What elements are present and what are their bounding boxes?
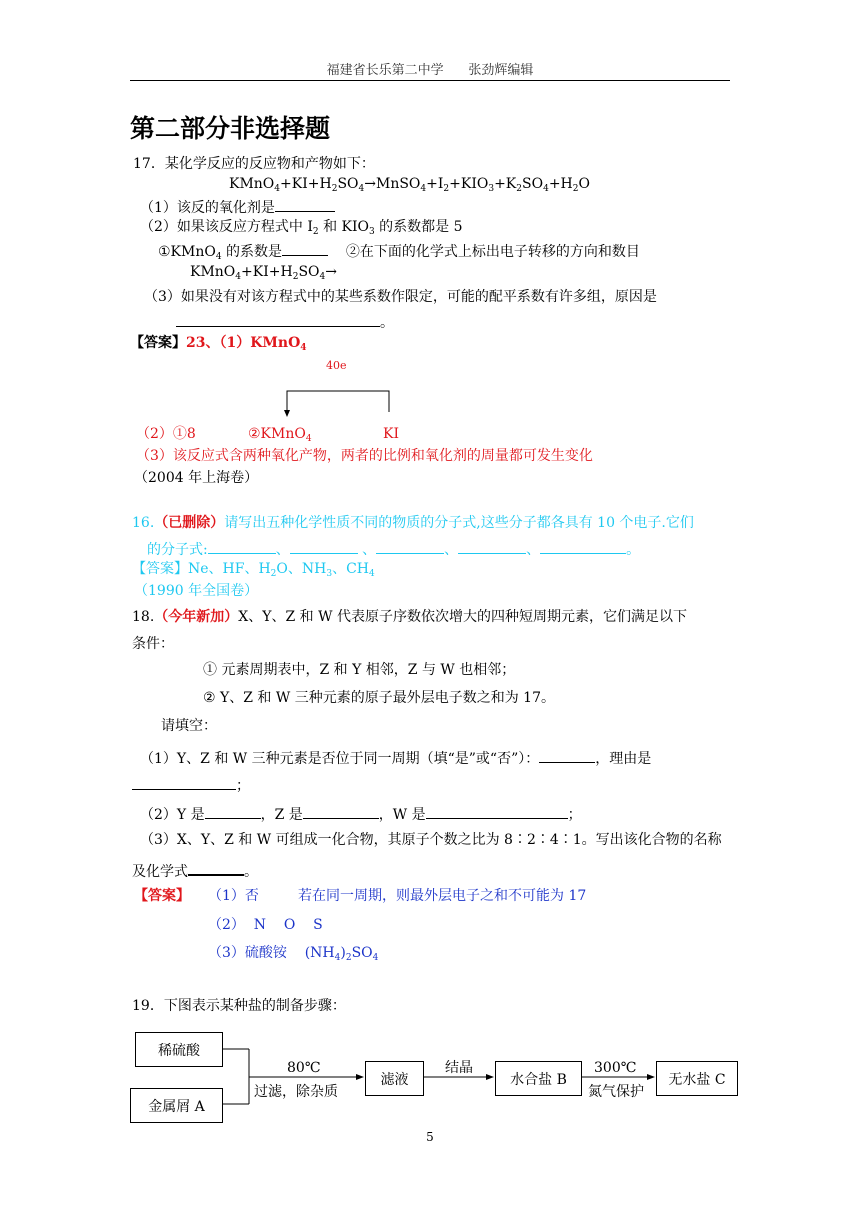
q16-blanks: 的分子式: 、 、 、 、 。	[147, 542, 641, 558]
q18-part3: （3）X、Y、Z 和 W 可组成一化合物，其原子个数之比为 8∶2∶4∶1。写出该化合物的名称	[140, 832, 722, 848]
q17-part2a: ①KMnO$_4$ 的系数是 ②在下面的化学式上标出电子转移的方向和数目	[158, 244, 640, 262]
q18-fill-prompt: 请填空：	[161, 718, 217, 734]
q18-answer-label: 【答案】	[134, 888, 190, 904]
q17-stem: 17．某化学反应的反应物和产物如下：	[133, 156, 375, 172]
q17-answer: 【答案】23、（1）KMnO$_4$	[130, 335, 307, 353]
q18-answer-1-reason: 若在同一周期，则最外层电子之和不可能为 17	[298, 888, 587, 904]
q17-part3: （3）如果没有对该方程式中的某些系数作限定，可能的配平系数有许多组，原因是	[144, 289, 657, 305]
q18-answer-1: （1）否	[208, 888, 259, 904]
page-number: 5	[426, 1130, 434, 1144]
header-editor: 张劲辉编辑	[468, 63, 534, 78]
box-metal-scrap: 金属屑 A	[130, 1088, 223, 1123]
q18-stem: 18.（今年新加）X、Y、Z 和 W 代表原子序数依次增大的四种短周期元素，它们满足以下	[132, 609, 687, 625]
box-dilute-sulfuric-acid: 稀硫酸	[135, 1032, 223, 1067]
q18-part3-cont: 及化学式 。	[132, 861, 258, 879]
q17-equation: $KMnO_4+KI+H_2SO_4\to MnSO_4+I_2+KIO_3+K_2SO_4+H_2O$	[229, 176, 590, 194]
cond-filter: 过滤，除杂质	[254, 1084, 338, 1100]
q16-stem: 16.（已删除）请写出五种化学性质不同的物质的分子式,这些分子都各具有 10 个电子.它们	[132, 515, 694, 531]
q17-arrow-label: 40e	[326, 359, 347, 372]
q17-answer-2c: KI	[383, 426, 399, 442]
q17-part2: （2）如果该反应方程式中 $I_2$ 和 $KIO_3$ 的系数都是 5	[140, 219, 463, 237]
q18-part2: （2）Y 是 ，Z 是 ，W 是 ；	[140, 807, 582, 823]
q17-answer-2a: （2）①8	[136, 426, 196, 442]
q18-part1: （1）Y、Z 和 W 三种元素是否位于同一周期（填“是”或“否”）： ，理由是	[140, 751, 652, 767]
q16-source: （1990 年全国卷）	[134, 583, 259, 599]
q17-source: （2004 年上海卷）	[134, 470, 259, 486]
q17-answer-2b: ②KMnO$_4$	[248, 426, 312, 444]
q18-answer-3: （3）硫酸铵 $(NH_4)_2SO_4$	[208, 945, 379, 963]
cond-nitrogen: 氮气保护	[588, 1084, 644, 1100]
cond-crystallize: 结晶	[445, 1060, 473, 1076]
q17-part1: （1）该反的氧化剂是	[140, 198, 335, 215]
q18-stem-2: 条件：	[132, 636, 174, 652]
q18-answer-2: （2） N O S	[208, 917, 323, 933]
box-hydrate-salt: 水合盐 B	[495, 1061, 582, 1096]
section-title: 第二部分非选择题	[130, 114, 331, 143]
q18-condition-1: ① 元素周期表中，Z 和 Y 相邻，Z 与 W 也相邻；	[203, 662, 516, 678]
box-filtrate: 滤液	[365, 1061, 424, 1096]
cond-temp-80: 80℃	[287, 1060, 321, 1076]
q17-answer-3: （3）该反应式含两种氧化产物，两者的比例和氧化剂的周量都可发生变化	[136, 448, 593, 464]
header-school: 福建省长乐第二中学	[326, 63, 444, 78]
q17-part3-blank: 。	[176, 313, 394, 330]
q17-part2b: $KMnO_4+KI+H_2SO_4\to$	[190, 264, 337, 282]
q16-answer: 【答案】Ne、HF、$H_2O$、$NH_3$、$CH_4$	[132, 561, 375, 579]
q18-part1-cont: ；	[132, 776, 250, 793]
q19-stem: 19．下图表示某种盐的制备步骤：	[132, 998, 346, 1014]
q18-condition-2: ② Y、Z 和 W 三种元素的原子最外层电子数之和为 17。	[203, 690, 555, 706]
cond-temp-300: 300℃	[594, 1060, 637, 1076]
box-anhydrous-salt: 无水盐 C	[656, 1061, 738, 1096]
